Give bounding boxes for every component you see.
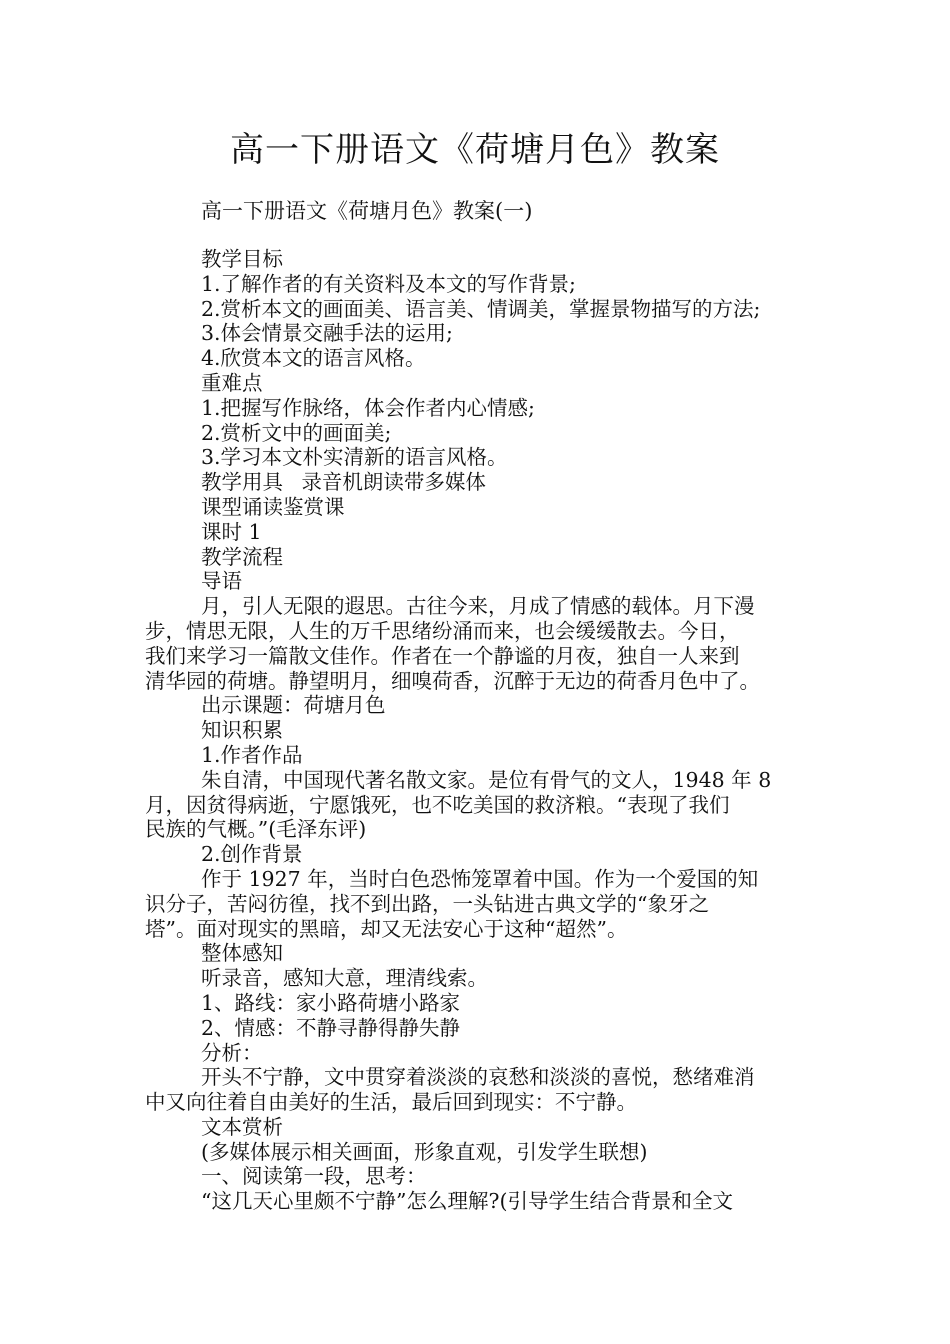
text-line <box>145 842 815 867</box>
text-line <box>145 272 815 297</box>
text-line-content: 3.体会情景交融手法的运用; <box>201 321 453 346</box>
text-line-content: 作于 1927 年，当时白色恐怖笼罩着中国。作为一个爱国的知 <box>201 866 759 891</box>
text-line <box>145 693 815 718</box>
text-line-content: (多媒体展示相关画面，形象直观，引发学生联想) <box>201 1139 648 1164</box>
text-line-content: 一、阅读第一段，思考： <box>201 1164 427 1189</box>
text-line-content: 2.创作背景 <box>201 842 303 867</box>
text-line-content: 开头不宁静，文中贯穿着淡淡的哀愁和淡淡的喜悦，愁绪难消 <box>201 1065 755 1090</box>
text-line-content: 中又向往着自由美好的生活，最后回到现实：不宁静。 <box>145 1090 637 1115</box>
text-line-content: 整体感知 <box>201 941 283 966</box>
text-line-content: 3.学习本文朴实清新的语言风格。 <box>201 445 508 470</box>
text-line <box>145 892 815 917</box>
text-line-content: 1.了解作者的有关资料及本文的写作背景; <box>201 271 576 296</box>
text-line-content: 1、路线：家小路荷塘小路家 <box>201 990 461 1015</box>
text-line <box>145 470 815 495</box>
text-line-content: 知识积累 <box>201 718 283 743</box>
text-line-content: 听录音，感知大意，理清线索。 <box>201 966 488 991</box>
text-line <box>145 321 815 346</box>
text-line-content: 塔”。面对现实的黑暗，却又无法安心于这种“超然”。 <box>145 916 628 941</box>
text-line <box>145 644 815 669</box>
text-line <box>145 520 815 545</box>
text-line <box>145 768 815 793</box>
text-line <box>145 569 815 594</box>
text-line <box>145 669 815 694</box>
text-line-content-secondary: 录音机朗读带多媒体 <box>301 470 486 495</box>
text-line-content: 课型诵读鉴赏课 <box>201 494 345 519</box>
text-line <box>145 619 815 644</box>
text-line-content: 1.作者作品 <box>201 742 303 767</box>
document-title: 高一下册语文《荷塘月色》教案 <box>230 130 720 170</box>
text-line-content: 教学用具 <box>201 470 283 495</box>
text-line-content: 2.赏析本文的画面美、语言美、情调美，掌握景物描写的方法; <box>201 296 761 321</box>
text-line <box>145 1164 815 1189</box>
text-line-content: 课时 1 <box>201 519 262 544</box>
text-line-content: 4.欣赏本文的语言风格。 <box>201 346 426 371</box>
text-line-content: 清华园的荷塘。静望明月，细嗅荷香，沉醉于无边的荷香月色中了。 <box>145 668 760 693</box>
text-line-content: 月，因贫得病逝，宁愿饿死，也不吃美国的救济粮。“表现了我们 <box>145 792 730 817</box>
text-line-content: 步，情思无限，人生的万千思绪纷涌而来，也会缓缓散去。今日， <box>145 618 740 643</box>
text-line-content: 朱自清，中国现代著名散文家。是位有骨气的文人，1948 年 8 <box>201 767 772 792</box>
text-line <box>145 594 815 619</box>
document-body <box>145 247 815 1214</box>
text-line-content: 分析： <box>201 1040 263 1065</box>
text-line <box>145 1041 815 1066</box>
text-line <box>145 867 815 892</box>
text-line <box>145 1090 815 1115</box>
text-line <box>145 817 815 842</box>
text-line <box>145 1189 815 1214</box>
text-line <box>145 793 815 818</box>
text-line <box>145 297 815 322</box>
text-line-content: 导语 <box>201 569 242 594</box>
text-line <box>145 743 815 768</box>
text-line <box>145 371 815 396</box>
text-line-content: 识分子，苦闷彷徨，找不到出路，一头钻进古典文学的“象牙之 <box>145 891 709 916</box>
text-line <box>145 421 815 446</box>
text-line <box>145 1016 815 1041</box>
text-line <box>145 917 815 942</box>
text-line <box>145 1065 815 1090</box>
text-line <box>145 247 815 272</box>
text-line-content: 2、情感：不静寻静得静失静 <box>201 1015 461 1040</box>
text-line-content: 民族的气概。”(毛泽东评) <box>145 817 367 842</box>
text-line <box>145 346 815 371</box>
text-line-content: 2.赏析文中的画面美; <box>201 420 392 445</box>
text-line-content: 月，引人无限的遐思。古往今来，月成了情感的载体。月下漫 <box>201 594 755 619</box>
text-line-content: “这几天心里颇不宁静”怎么理解?(引导学生结合背景和全文 <box>201 1189 733 1214</box>
text-line-content: 文本赏析 <box>201 1114 283 1139</box>
document-subtitle: 高一下册语文《荷塘月色》教案(一) <box>201 199 533 223</box>
text-line <box>145 966 815 991</box>
text-line-content: 重难点 <box>201 370 263 395</box>
text-line <box>145 545 815 570</box>
text-line <box>145 396 815 421</box>
text-line <box>145 941 815 966</box>
text-line <box>145 991 815 1016</box>
text-line <box>145 495 815 520</box>
text-line <box>145 445 815 470</box>
text-line <box>145 718 815 743</box>
text-line-content: 我们来学习一篇散文佳作。作者在一个静谧的月夜，独自一人来到 <box>145 643 740 668</box>
text-line-content: 出示课题：荷塘月色 <box>201 693 386 718</box>
text-line-content: 教学流程 <box>201 544 283 569</box>
text-line-content: 教学目标 <box>201 247 283 271</box>
text-line <box>145 1115 815 1140</box>
text-line-content: 1.把握写作脉络，体会作者内心情感; <box>201 395 535 420</box>
text-line <box>145 1140 815 1165</box>
